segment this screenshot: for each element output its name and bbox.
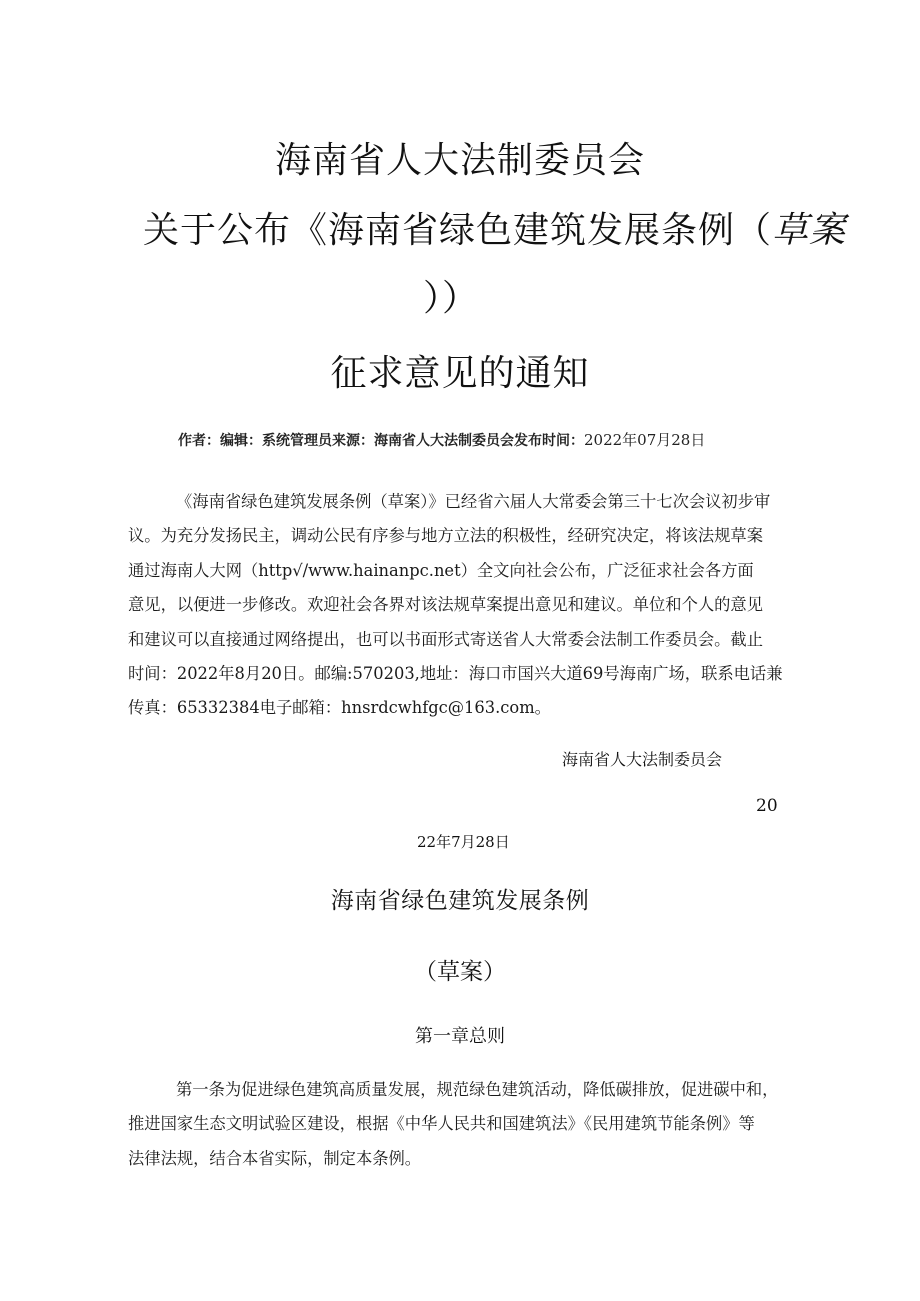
- chapter-heading: 第一章总则: [415, 1026, 505, 1047]
- article-line: 推进国家生态文明试验区建设，根据《中华人民共和国建筑法》《民用建筑节能条例》等: [128, 1114, 755, 1134]
- notice-line: 议。为充分发扬民主，调动公民有序参与地方立法的积极性，经研究决定，将该法规草案: [128, 526, 763, 546]
- article-1-paragraph: [128, 1073, 804, 1176]
- page-title-line4: 征求意见的通知: [330, 353, 590, 394]
- page-title-line1: 海南省人大法制委员会: [274, 140, 645, 181]
- law-title: 海南省绿色建筑发展条例: [330, 888, 590, 914]
- draft-label: （草案）: [414, 959, 506, 985]
- page-title-line2-text: 关于公布《海南省绿色建筑发展条例（: [143, 210, 773, 251]
- meta-info: 作者：编辑：系统管理员来源：海南省人大法制委员会发布时间：: [178, 433, 584, 449]
- notice-paragraph: [128, 485, 804, 726]
- article-meta: [178, 429, 705, 450]
- notice-line: 传真：65332384电子邮箱：hnsrdcwhfgc@163.com。: [128, 698, 551, 718]
- signature: 海南省人大法制委员会: [562, 750, 723, 769]
- signature-date-part1: 20: [756, 796, 778, 816]
- article-line: 法律法规，结合本省实际，制定本条例。: [128, 1148, 422, 1168]
- publish-date: 2022年07月28日: [584, 431, 706, 449]
- page-title-line3: ））: [423, 278, 480, 319]
- signature-date-part2: 22年7月28日: [417, 833, 510, 851]
- notice-line: 《海南省绿色建筑发展条例（草案）》已经省六届人大常委会第三十七次会议初步审: [176, 492, 771, 511]
- page-title-line2: [143, 202, 846, 253]
- notice-line: 通过海南人大网（http√/www.hainanpc.net）全文向社会公布，广泛征求社会各方面: [128, 560, 754, 580]
- article-line: 第一条为促进绿色建筑高质量发展，规范绿色建筑活动，降低碳排放，促进碳中和，: [176, 1080, 779, 1099]
- notice-line: 时间：2022年8月20日。邮编:570203,地址：海口市国兴大道69号海南广场，联系电话兼: [128, 664, 783, 684]
- page-title-line2-italic: 草案: [772, 210, 847, 251]
- notice-line: 意见，以便进一步修改。欢迎社会各界对该法规草案提出意见和建议。单位和个人的意见: [128, 595, 763, 615]
- notice-line: 和建议可以直接通过网络提出，也可以书面形式寄送省人大常委会法制工作委员会。截止: [128, 629, 763, 649]
